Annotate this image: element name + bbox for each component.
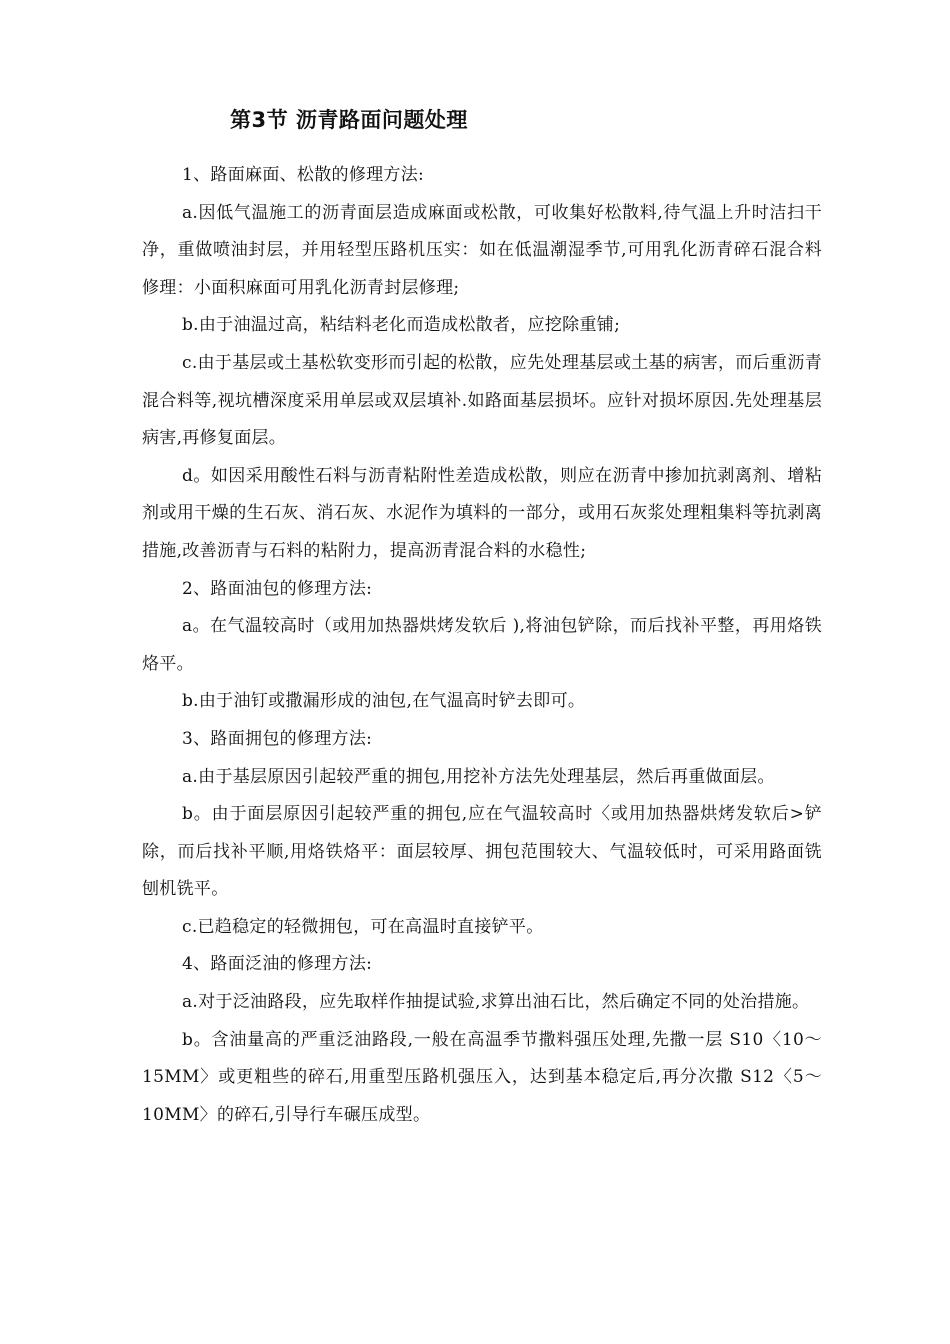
heading-loose-surface: 1、路面麻面、松散的修理方法: (182, 165, 425, 185)
paragraph-shoving-a: a.由于基层原因引起较严重的拥包,用挖补方法先处理基层，然后再重做面层。 (182, 766, 775, 787)
paragraph-oil-bulge-b: b.由于油钉或撒漏形成的油包,在气温高时铲去即可。 (182, 691, 586, 712)
paragraph-loose-c: c.由于基层或土基松软变形而引起的松散，应先处理基层或土基的病害，而后重沥青混合料等,视坑槽深度采用单层或双层填补.如路面基层损坏。应针对损坏原因.先处理基层病害,再修复面层。 (142, 352, 822, 449)
paragraph-shoving-b: b。由于面层原因引起较严重的拥包,应在气温较高时〈或用加热器烘烤发软后>铲除，而后找补平顺,用烙铁烙平：面层较厚、拥包范围较大、气温较低时，可采用路面铣刨机铣平。 (142, 804, 822, 900)
heading-oil-bulge: 2、路面油包的修理方法: (182, 578, 373, 599)
section-title: 第3节 沥青路面问题处理 (230, 108, 468, 132)
paragraph-bleeding-b: b。含油量高的严重泛油路段,一般在高温季节撒料强压处理,先撒一层 S10〈10～15MM〉或更粗些的碎石,用重型压路机强压入，达到基本稳定后,再分次撒 S12〈5～10MM〉的碎石,引导行车碾压成型。 (142, 1029, 822, 1125)
paragraph-loose-a: a.因低气温施工的沥青面层造成麻面或松散，可收集好松散料,待气温上升时洁扫干净，重做喷油封层，并用轻型压路机压实：如在低温潮湿季节,可用乳化沥青碎石混合料修理：小面积麻面可用乳化沥青封层修理; (142, 202, 822, 298)
heading-bleeding: 4、路面泛油的修理方法: (182, 954, 373, 975)
paragraph-loose-d: d。如因采用酸性石料与沥青粘附性差造成松散，则应在沥青中掺加抗剥离剂、增粘剂或用干燥的生石灰、消石灰、水泥作为填料的一部分，或用石灰浆处理粗集料等抗剥离措施,改善沥青与石料的粘附力，提高沥青混合料的水稳性; (142, 465, 822, 561)
document-body (142, 157, 822, 1134)
paragraph-loose-b: b.由于油温过高，粘结料老化而造成松散者，应挖除重铺; (182, 315, 621, 336)
paragraph-shoving-c: c.已趋稳定的轻微拥包，可在高温时直接铲平。 (182, 916, 544, 937)
heading-shoving: 3、路面拥包的修理方法: (182, 728, 373, 749)
paragraph-bleeding-a: a.对于泛油路段，应先取样作抽提试验,求算出油石比，然后确定不同的处治措施。 (182, 992, 810, 1013)
paragraph-oil-bulge-a: a。在气温较高时（或用加热器烘烤发软后 ),将油包铲除，而后找补平整，再用烙铁烙平。 (142, 616, 822, 674)
